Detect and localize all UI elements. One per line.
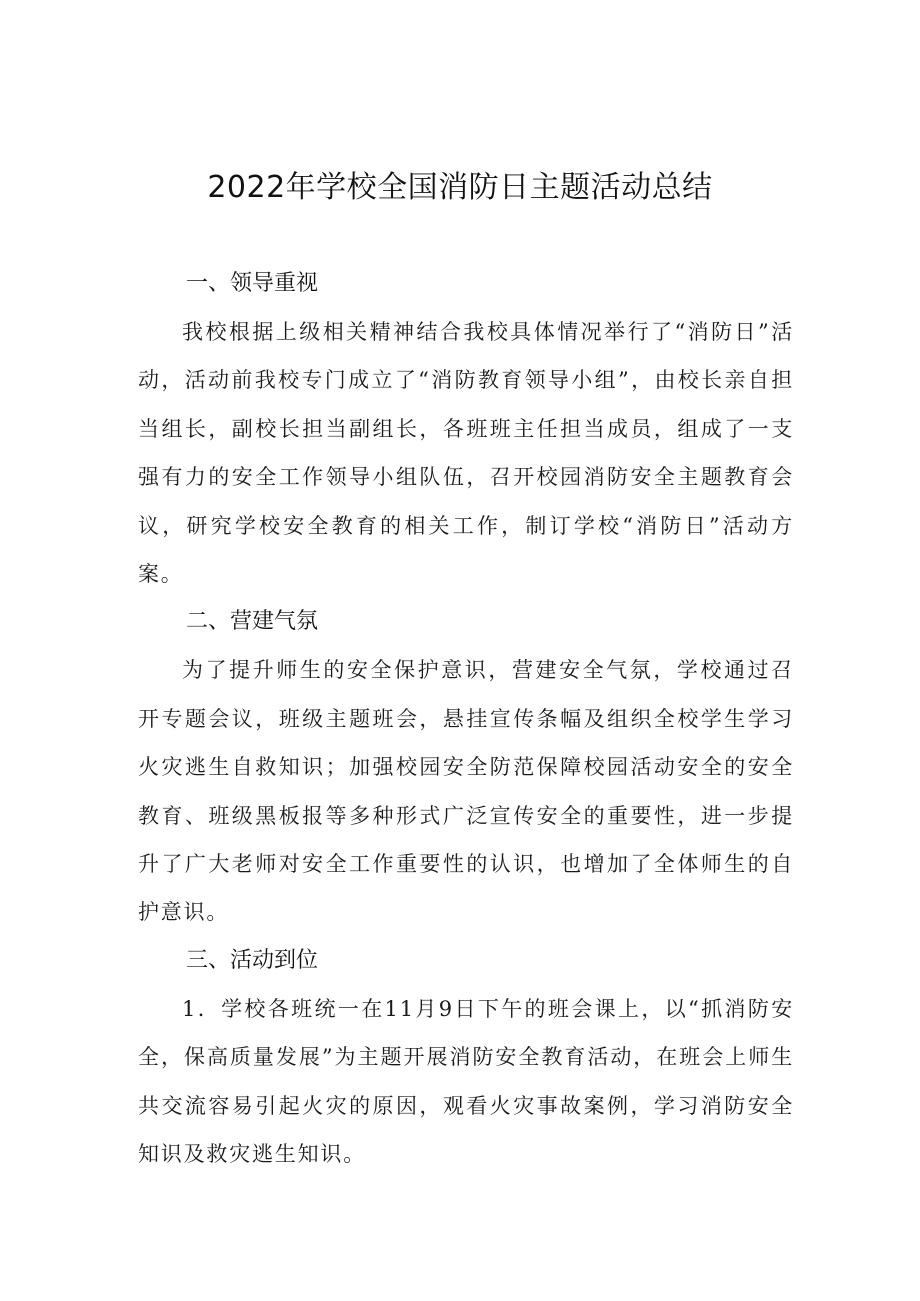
section-paragraph: 我校根据上级相关精神结合我校具体情况举行了“消防日”活动，活动前我校专门成立了“消防教育领导小组”，由校长亲自担当组长，副校长担当副组长，各班班主任担当成员，组成了一支强有力的安全工作领导小组队伍，召开校园消防安全主题教育会议，研究学校安全教育的相关工作，制订学校“消防日”活动方案。 — [138, 320, 794, 587]
section-heading: 三、活动到位 — [186, 947, 319, 973]
section-atmosphere — [138, 598, 794, 936]
section-heading: 二、营建气氛 — [186, 609, 319, 635]
section-paragraph: 为了提升师生的安全保护意识，营建安全气氛，学校通过召开专题会议，班级主题班会，悬挂宣传条幅及组织全校学生学习火灾逃生自救知识；加强校园安全防范保障校园活动安全的安全教育、班级黑板报等多种形式广泛宣传安全的重要性，进一步提升了广大老师对安全工作重要性的认识，也增加了全体师生的自护意识。 — [138, 658, 794, 925]
document-title: 2022年学校全国消防日主题活动总结 — [207, 170, 713, 205]
document-body — [138, 260, 794, 1179]
section-activities — [138, 937, 794, 1179]
section-paragraph: 1．学校各班统一在11月9日下午的班会课上，以“抓消防安全，保高质量发展”为主题开展消防安全教育活动，在班会上师生共交流容易引起火灾的原因，观看火灾事故案例，学习消防安全知识及救灾逃生知识。 — [138, 996, 794, 1167]
section-leadership — [138, 260, 794, 598]
section-heading: 一、领导重视 — [186, 271, 319, 296]
